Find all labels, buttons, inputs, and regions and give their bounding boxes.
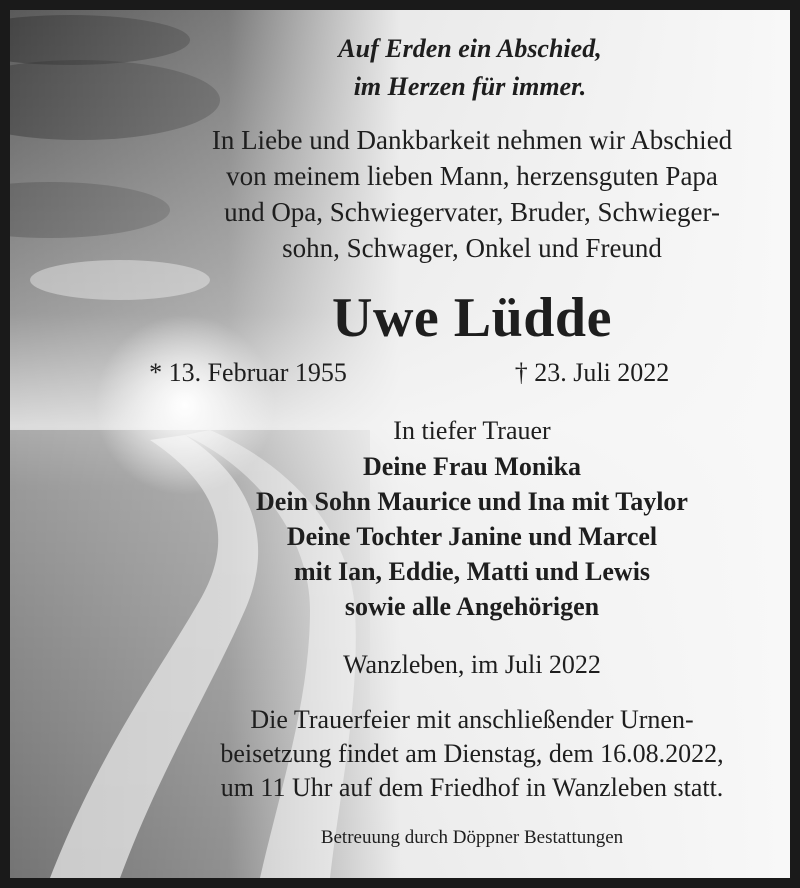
family-line-3: Deine Tochter Janine und Marcel	[286, 522, 658, 551]
place-and-date: Wanzleben, im Juli 2022	[343, 650, 601, 679]
family-line-1: Deine Frau Monika	[362, 452, 582, 481]
intro-line-2: von meinem lieben Mann, herzensguten Papa	[226, 161, 718, 191]
intro-line-4: sohn, Schwager, Onkel und Freund	[282, 233, 662, 263]
funeral-home-credit: Betreuung durch Döppner Bestattungen	[320, 827, 624, 848]
death-date: † 23. Juli 2022	[514, 358, 670, 387]
intro-line-3: und Opa, Schwiegervater, Bruder, Schwieger-	[224, 197, 720, 227]
funeral-line-1: Die Trauerfeier mit anschließender Urnen-	[250, 705, 694, 734]
family-line-2: Dein Sohn Maurice und Ina mit Taylor	[256, 487, 688, 516]
deceased-name: Uwe Lüdde	[332, 287, 612, 349]
birth-date: * 13. Februar 1955	[149, 358, 347, 387]
obituary-text	[10, 10, 790, 878]
family-line-4: mit Ian, Eddie, Matti und Lewis	[293, 557, 651, 586]
motto-line-1: Auf Erden ein Abschied,	[338, 34, 602, 63]
grief-heading: In tiefer Trauer	[393, 416, 551, 445]
family-line-5: sowie alle Angehörigen	[344, 592, 600, 621]
funeral-line-2: beisetzung findet am Dienstag, dem 16.08.2022,	[220, 739, 724, 768]
funeral-line-3: um 11 Uhr auf dem Friedhof in Wanzleben statt.	[220, 773, 724, 802]
intro-line-1: In Liebe und Dankbarkeit nehmen wir Abschied	[211, 125, 733, 155]
motto-line-2: im Herzen für immer.	[353, 72, 587, 101]
